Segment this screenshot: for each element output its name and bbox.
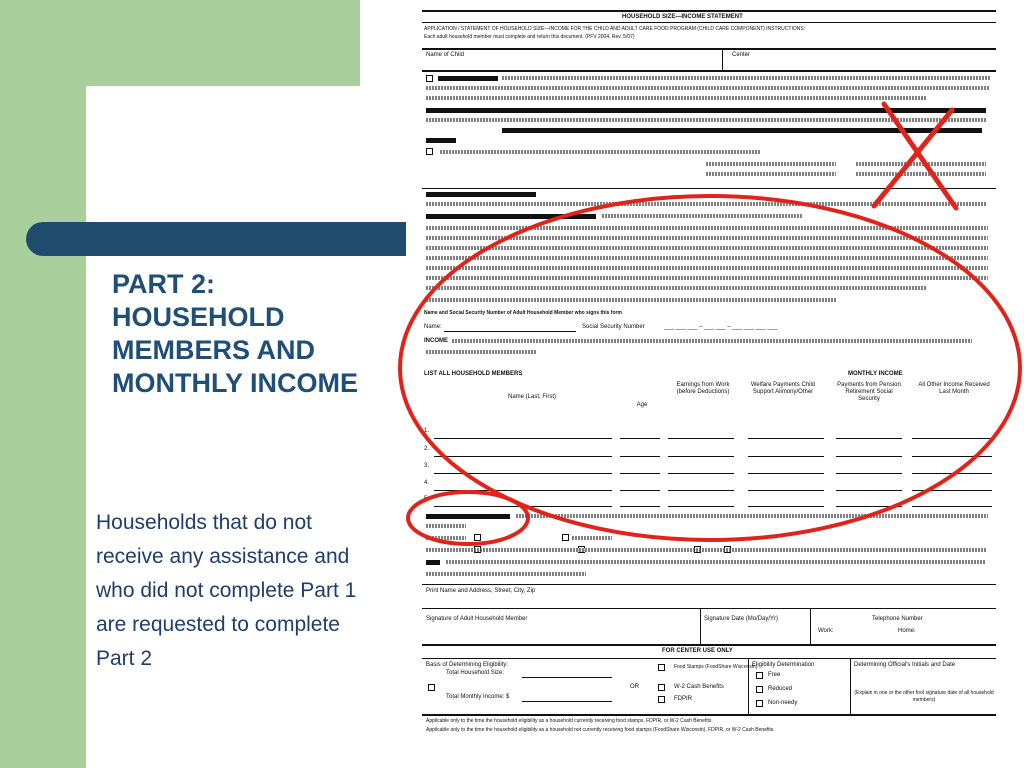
or-label: OR xyxy=(630,684,639,690)
member-other-3[interactable] xyxy=(912,473,992,474)
fdpir-checkbox[interactable] xyxy=(658,696,665,703)
telephone-label: Telephone Number xyxy=(872,616,923,622)
member-pension-3[interactable] xyxy=(836,473,902,474)
income-label: INCOME xyxy=(424,338,448,344)
work-label: Work: xyxy=(818,628,834,634)
member-other-2[interactable] xyxy=(912,456,992,457)
row-number-2: 2. xyxy=(424,446,430,452)
member-pension-2[interactable] xyxy=(836,456,902,457)
ssn-field-label: Social Security Number xyxy=(582,324,645,330)
part1-checkbox-2[interactable] xyxy=(426,148,433,155)
decor-navy-band xyxy=(26,222,406,256)
col-other-header: All Other Income Received Last Month xyxy=(918,382,990,395)
date-label: Signature Date (Mo/Day/Yr) xyxy=(704,616,779,622)
slide-title: PART 2: HOUSEHOLD MEMBERS AND MONTHLY INCOME xyxy=(112,269,359,398)
part1-checkbox[interactable] xyxy=(426,75,433,82)
member-pension-5[interactable] xyxy=(836,506,902,507)
free-checkbox[interactable] xyxy=(756,672,763,679)
footnote-2: Applicable only to the time the household eligibility as a household not currently receiving food stamps (FoodShare Wisconsin), FDPIR, or W-2 Cash Benefits. xyxy=(426,727,775,733)
form-intro-line2: Each adult household member must complete and return this document. (PFV 2004, Rev. 5/07) xyxy=(424,34,635,40)
reduced-label: Reduced xyxy=(768,686,793,692)
print-address-label: Print Name and Address, Street, City, Zip xyxy=(426,588,536,594)
member-earnings-3[interactable] xyxy=(668,473,734,474)
member-other-4[interactable] xyxy=(912,490,992,491)
explain-label: (Explain in one or the other foot signature date of all household members) xyxy=(854,690,994,703)
member-earnings-1[interactable] xyxy=(668,438,734,439)
col-welfare-header: Welfare Payments Child Support Alimony/Other xyxy=(750,382,816,395)
member-name-1[interactable] xyxy=(434,438,612,439)
member-age-4[interactable] xyxy=(620,490,660,491)
col-earnings-header: Earnings from Work (before Deductions) xyxy=(676,382,730,395)
members-header: LIST ALL HOUSEHOLD MEMBERS xyxy=(424,371,523,377)
fdpir-label: FDPIR xyxy=(674,696,692,702)
food-stamps-checkbox[interactable] xyxy=(658,664,665,671)
row-number-5: 5. xyxy=(424,496,430,502)
decor-green-top xyxy=(0,0,360,86)
w2-label: W-2 Cash Benefits xyxy=(674,684,724,690)
member-age-2[interactable] xyxy=(620,456,660,457)
decor-green-left xyxy=(0,0,86,768)
ssn-instruction-label: Name and Social Security Number of Adult Household Member who signs this form xyxy=(424,310,622,316)
row-number-1: 1. xyxy=(424,428,430,434)
name-input-line[interactable] xyxy=(444,331,576,332)
monthly-income-header: MONTHLY INCOME xyxy=(848,371,903,377)
member-pension-4[interactable] xyxy=(836,490,902,491)
reduced-checkbox[interactable] xyxy=(756,686,763,693)
member-age-1[interactable] xyxy=(620,438,660,439)
center-use-title: FOR CENTER USE ONLY xyxy=(662,648,733,654)
monthly-income-label: Total Monthly Income: $ xyxy=(446,694,510,700)
form-intro-line1: APPLICATION / STATEMENT OF HOUSEHOLD SIZE—INCOME FOR THE CHILD AND ADULT CARE FOOD PROGRAM (CHILD CARE COMPONENT) INSTRUCTIONS: xyxy=(424,26,806,32)
part3-checkbox-1[interactable] xyxy=(474,534,481,541)
w2-checkbox[interactable] xyxy=(658,684,665,691)
member-earnings-5[interactable] xyxy=(668,506,734,507)
col-pensions-header: Payments from Pension Retirement Social Security xyxy=(837,382,901,402)
name-of-child-label: Name of Child xyxy=(426,52,465,58)
free-label: Free xyxy=(768,672,781,678)
row-number-4: 4. xyxy=(424,480,430,486)
member-pension-1[interactable] xyxy=(836,438,902,439)
col-name-header: Name (Last, First) xyxy=(507,394,556,400)
member-name-4[interactable] xyxy=(434,490,612,491)
nonneedy-checkbox[interactable] xyxy=(756,700,763,707)
form-document xyxy=(422,8,996,756)
name-field-label: Name: xyxy=(424,324,442,330)
member-welfare-4[interactable] xyxy=(748,490,824,491)
food-stamps-label: Food Stamps (FoodShare Wisconsin) xyxy=(674,664,758,670)
row-number-3: 3. xyxy=(424,463,430,469)
slide-body-text: Households that do not receive any assistance and who did not complete Part 1 are requested to complete Part 2 xyxy=(96,511,357,670)
member-name-2[interactable] xyxy=(434,456,612,457)
member-earnings-4[interactable] xyxy=(668,490,734,491)
member-other-5[interactable] xyxy=(912,506,992,507)
home-label: Home: xyxy=(898,628,916,634)
signature-label: Signature of Adult Household Member xyxy=(426,616,528,622)
member-name-5[interactable] xyxy=(434,506,612,507)
form-header-title: HOUSEHOLD SIZE—INCOME STATEMENT xyxy=(622,14,743,20)
member-welfare-3[interactable] xyxy=(748,473,824,474)
member-earnings-2[interactable] xyxy=(668,456,734,457)
center-label: Center xyxy=(732,52,751,58)
member-age-5[interactable] xyxy=(620,506,660,507)
official-label: Determining Official's Initials and Date xyxy=(854,662,956,668)
member-other-1[interactable] xyxy=(912,438,992,439)
member-welfare-1[interactable] xyxy=(748,438,824,439)
basis-checkbox[interactable] xyxy=(428,684,435,691)
member-age-3[interactable] xyxy=(620,473,660,474)
member-name-3[interactable] xyxy=(434,473,612,474)
col-age-header: Age xyxy=(636,402,648,408)
part3-checkbox-2[interactable] xyxy=(562,534,569,541)
member-welfare-5[interactable] xyxy=(748,506,824,507)
decor-curve xyxy=(86,86,146,146)
member-welfare-2[interactable] xyxy=(748,456,824,457)
ssn-input[interactable]: ___ ___ ___ – ___ ___ – ___ ___ ___ ___ xyxy=(664,324,778,330)
eligibility-label: Eligibility Determination xyxy=(752,662,815,668)
footnote-1: Applicable only to the time the household eligibility as a household currently receiving food stamps, FDPIR, or W-2 Cash Benefits. xyxy=(426,718,713,724)
household-size-label: Total Household Size: xyxy=(446,670,505,676)
nonneedy-label: Non-needy xyxy=(768,700,798,706)
basis-label: Basis of Determining Eligibility: xyxy=(426,662,509,668)
